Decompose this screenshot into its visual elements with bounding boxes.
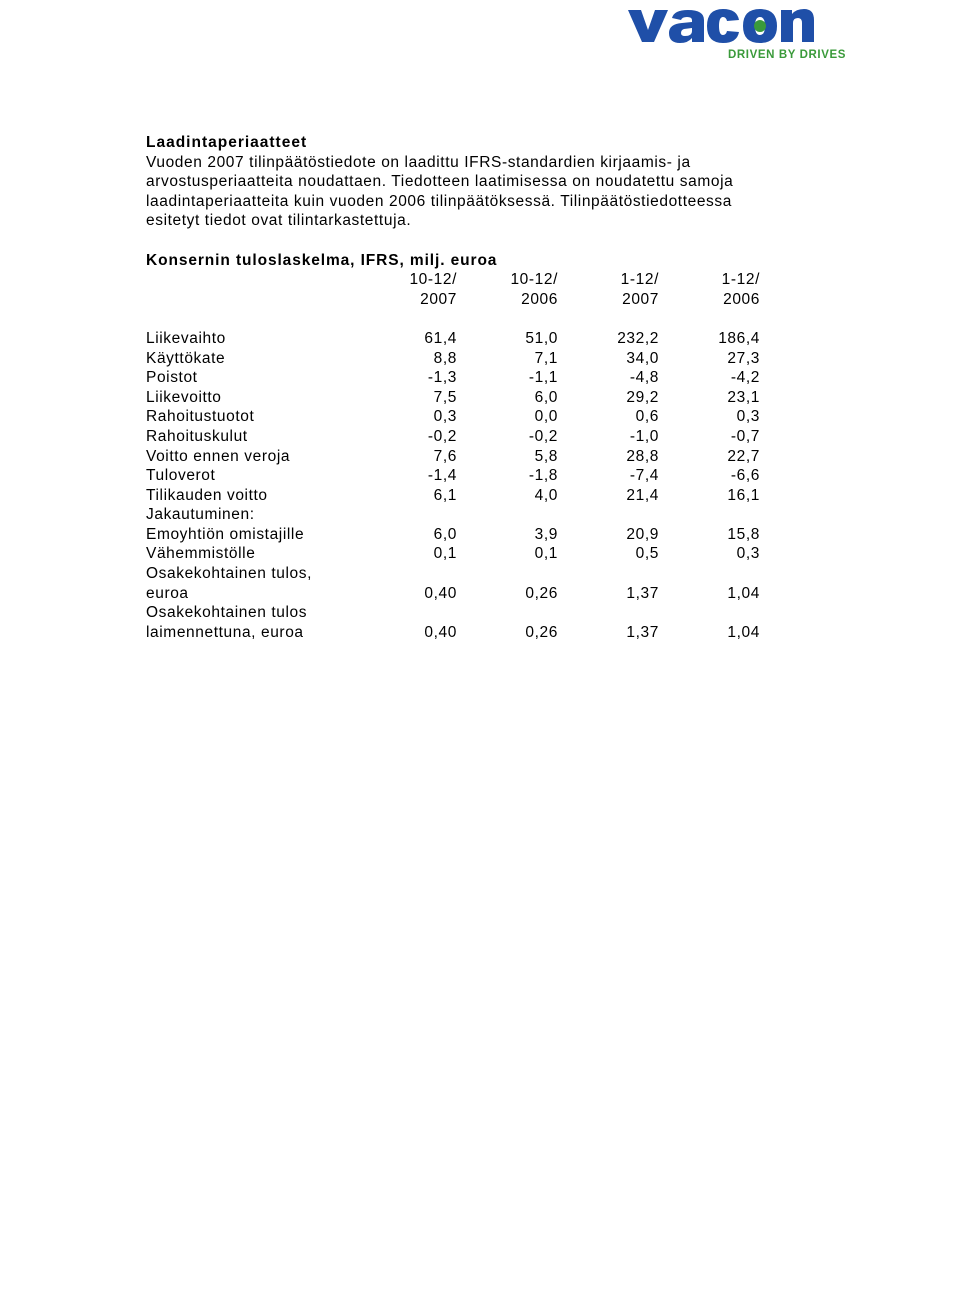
table-row [146,427,760,447]
table-row [146,486,760,506]
row-value: -0,2 [427,427,457,445]
column-header: 2007 [420,290,457,308]
row-label: Osakekohtainen tulos, [146,565,312,583]
table-row [146,564,760,584]
table-row [146,544,760,564]
row-value: 28,8 [626,447,659,465]
column-header: 1-12/ [721,271,760,289]
section-heading: Laadintaperiaatteet [146,134,308,151]
row-value [356,603,457,623]
row-value [558,603,659,623]
table-spacer-row [146,309,760,329]
table-row [146,349,760,369]
row-label: laimennettuna, euroa [146,623,304,641]
vacon-logo-graphic [624,4,874,62]
row-value: -1,4 [427,467,457,485]
row-value: 51,0 [525,329,558,347]
row-value: 232,2 [617,329,659,347]
row-value: -1,1 [528,369,558,387]
row-label: Vähemmistölle [146,545,256,563]
row-value: 34,0 [626,349,659,367]
paragraph-line: arvostusperiaatteita noudattaen. Tiedotteen laatimisessa on noudatettu samoja [146,173,734,191]
row-value: 0,40 [424,623,457,641]
row-value [457,603,558,623]
row-value: -4,8 [629,369,659,387]
row-value: 4,0 [534,486,558,504]
column-header: 2006 [521,290,558,308]
income-statement-table [146,270,760,642]
paragraph-line: laadintaperiaatteita kuin vuoden 2006 tilinpäätöksessä. Tilinpäätöstiedotteessa [146,192,732,210]
row-label: Rahoitustuotot [146,408,255,426]
row-label: Tilikauden voitto [146,486,268,504]
row-value: 21,4 [626,486,659,504]
row-value: 7,1 [534,349,558,367]
row-value: 29,2 [626,388,659,406]
table-row [146,388,760,408]
row-value: 0,1 [433,545,457,563]
row-value: 0,26 [525,584,558,602]
column-header: 1-12/ [620,271,659,289]
row-value [558,505,659,525]
row-value [356,564,457,584]
row-value: -4,2 [730,369,760,387]
row-label: euroa [146,584,189,602]
row-value: -6,6 [730,467,760,485]
row-value: 1,04 [727,584,760,602]
row-value: 61,4 [424,329,457,347]
income-statement-title: Konsernin tuloslaskelma, IFRS, milj. euroa [146,251,498,269]
table-row [146,329,760,349]
row-value [356,505,457,525]
table-header-row [146,270,760,290]
row-value: 0,1 [534,545,558,563]
row-value: -7,4 [629,467,659,485]
row-value: 27,3 [727,349,760,367]
row-value: 15,8 [727,525,760,543]
column-header: 2006 [723,290,760,308]
row-value: 186,4 [718,329,760,347]
row-label: Liikevoitto [146,388,222,406]
row-label: Poistot [146,369,198,387]
row-value: 5,8 [534,447,558,465]
table-row [146,447,760,467]
row-label: Voitto ennen veroja [146,447,291,465]
row-value [659,603,760,623]
row-value: 23,1 [727,388,760,406]
column-header: 2007 [622,290,659,308]
table-row [146,368,760,388]
logo-tagline: DRIVEN BY DRIVES [728,49,847,61]
table-row [146,407,760,427]
row-value [659,564,760,584]
row-value: 0,3 [736,545,760,563]
row-value: 20,9 [626,525,659,543]
row-value: 7,6 [433,447,457,465]
table-header-row [146,290,760,310]
paragraph-line: Vuoden 2007 tilinpäätöstiedote on laadittu IFRS-standardien kirjaamis- ja [146,153,691,171]
table-row [146,505,760,525]
row-value: -0,7 [730,427,760,445]
row-value: 1,04 [727,623,760,641]
row-value: 22,7 [727,447,760,465]
row-value: 0,3 [433,408,457,426]
vacon-logo [624,4,874,62]
paragraph-line: esitetyt tiedot ovat tilintarkastettuja. [146,212,412,230]
section-paragraph [146,153,806,231]
row-value: 0,3 [736,408,760,426]
table-row [146,623,760,643]
row-value: 6,0 [433,525,457,543]
row-value [457,564,558,584]
row-value: 1,37 [626,584,659,602]
row-value: -1,8 [528,467,558,485]
row-value: 0,26 [525,623,558,641]
row-value: 1,37 [626,623,659,641]
document-body [146,133,806,642]
table-row [146,584,760,604]
column-header: 10-12/ [510,271,558,289]
row-label: Jakautuminen: [146,506,255,524]
row-value: 3,9 [534,525,558,543]
row-value: 16,1 [727,486,760,504]
table-row [146,603,760,623]
column-header: 10-12/ [409,271,457,289]
row-value [457,505,558,525]
row-value [659,505,760,525]
row-value: 6,0 [534,388,558,406]
row-label: Tuloverot [146,467,216,485]
row-label: Liikevaihto [146,329,226,347]
row-value: -1,0 [629,427,659,445]
row-value: 0,6 [635,408,659,426]
row-label: Rahoituskulut [146,427,248,445]
row-value: 0,0 [534,408,558,426]
row-value: 0,5 [635,545,659,563]
row-label: Osakekohtainen tulos [146,604,308,622]
row-value: 8,8 [433,349,457,367]
logo-dot-icon [754,20,766,32]
row-value: -1,3 [427,369,457,387]
row-value: -0,2 [528,427,558,445]
row-value [558,564,659,584]
table-row [146,525,760,545]
row-label: Käyttökate [146,349,226,367]
row-value: 7,5 [433,388,457,406]
row-value: 6,1 [433,486,457,504]
table-row [146,466,760,486]
row-label: Emoyhtiön omistajille [146,525,305,543]
row-value: 0,40 [424,584,457,602]
